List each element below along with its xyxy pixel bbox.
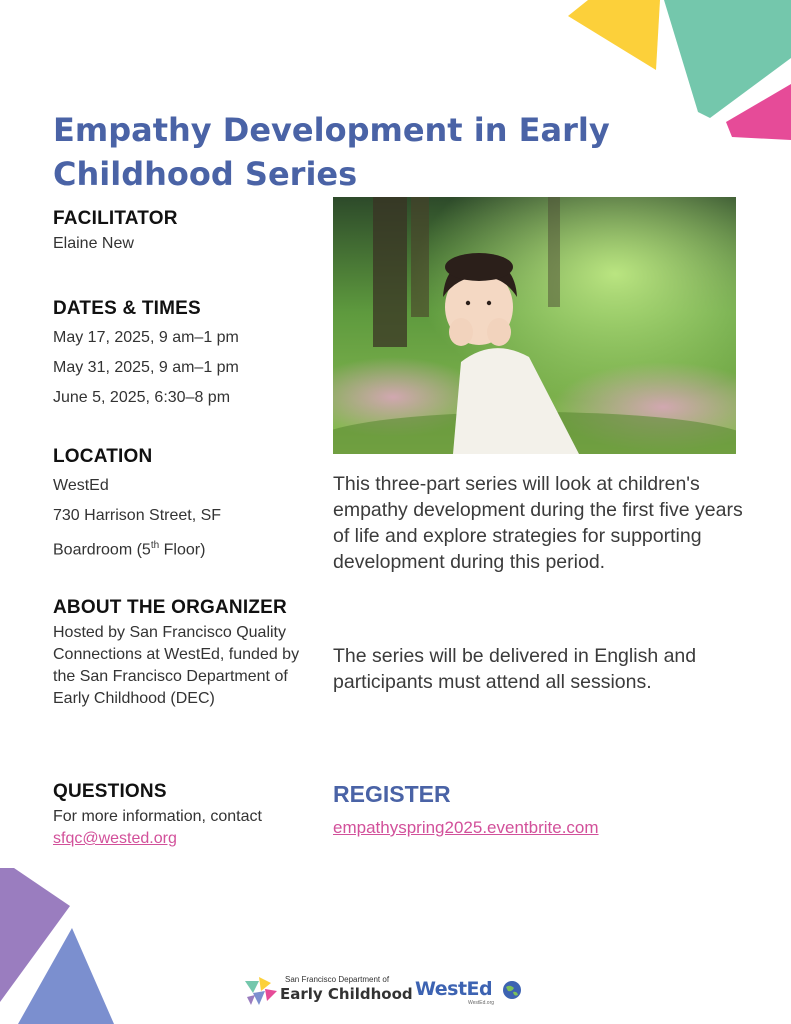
register-heading: REGISTER <box>333 781 451 807</box>
wested-url-text: WestEd.org <box>468 1000 495 1006</box>
dates-section <box>53 298 318 413</box>
questions-text: For more information, contact <box>53 808 262 825</box>
location-street: 730 Harrison Street, SF <box>53 507 222 524</box>
facilitator-name: Elaine New <box>53 235 134 252</box>
register-link[interactable]: empathyspring2025.eventbrite.com <box>333 818 599 837</box>
location-heading: LOCATION <box>53 446 153 467</box>
page-title: Empathy Development in Early Childhood Series <box>53 111 610 193</box>
dates-heading: DATES & TIMES <box>53 298 201 319</box>
date-item: May 31, 2025, 9 am–1 pm <box>53 359 239 376</box>
wested-logo-text: WestEd <box>415 978 493 1000</box>
yellow-triangle-shape <box>568 0 660 70</box>
date-item: May 17, 2025, 9 am–1 pm <box>53 329 239 346</box>
decorative-shapes-bottom-left <box>0 860 120 1024</box>
dec-logo-small-text: San Francisco Department of <box>285 975 390 984</box>
organizer-section <box>53 597 318 710</box>
questions-section <box>53 781 318 850</box>
location-room: Boardroom (5th Floor) <box>53 540 206 559</box>
dec-logo-text: Early Childhood <box>280 985 413 1003</box>
series-description: This three-part series will look at children's empathy development during the first five years of life and explore strategies for supporting development during this period. <box>333 473 743 573</box>
facilitator-section <box>53 208 318 255</box>
child-photo <box>333 197 736 454</box>
dec-logo-icon <box>245 977 279 1007</box>
organizer-heading: ABOUT THE ORGANIZER <box>53 597 287 618</box>
globe-icon <box>502 980 522 1000</box>
contact-email-link[interactable]: sfqc@wested.org <box>53 830 177 847</box>
series-attendance-note: The series will be delivered in English and participants must attend all sessions. <box>333 645 697 693</box>
organizer-text: Hosted by San Francisco Quality Connections at WestEd, funded by the San Francisco Department of Early Childhood (DEC) <box>53 624 300 707</box>
facilitator-heading: FACILITATOR <box>53 208 178 229</box>
location-org: WestEd <box>53 477 109 494</box>
questions-heading: QUESTIONS <box>53 781 167 802</box>
footer-logos <box>245 972 545 1012</box>
date-item: June 5, 2025, 6:30–8 pm <box>53 389 231 406</box>
location-section <box>53 446 318 565</box>
